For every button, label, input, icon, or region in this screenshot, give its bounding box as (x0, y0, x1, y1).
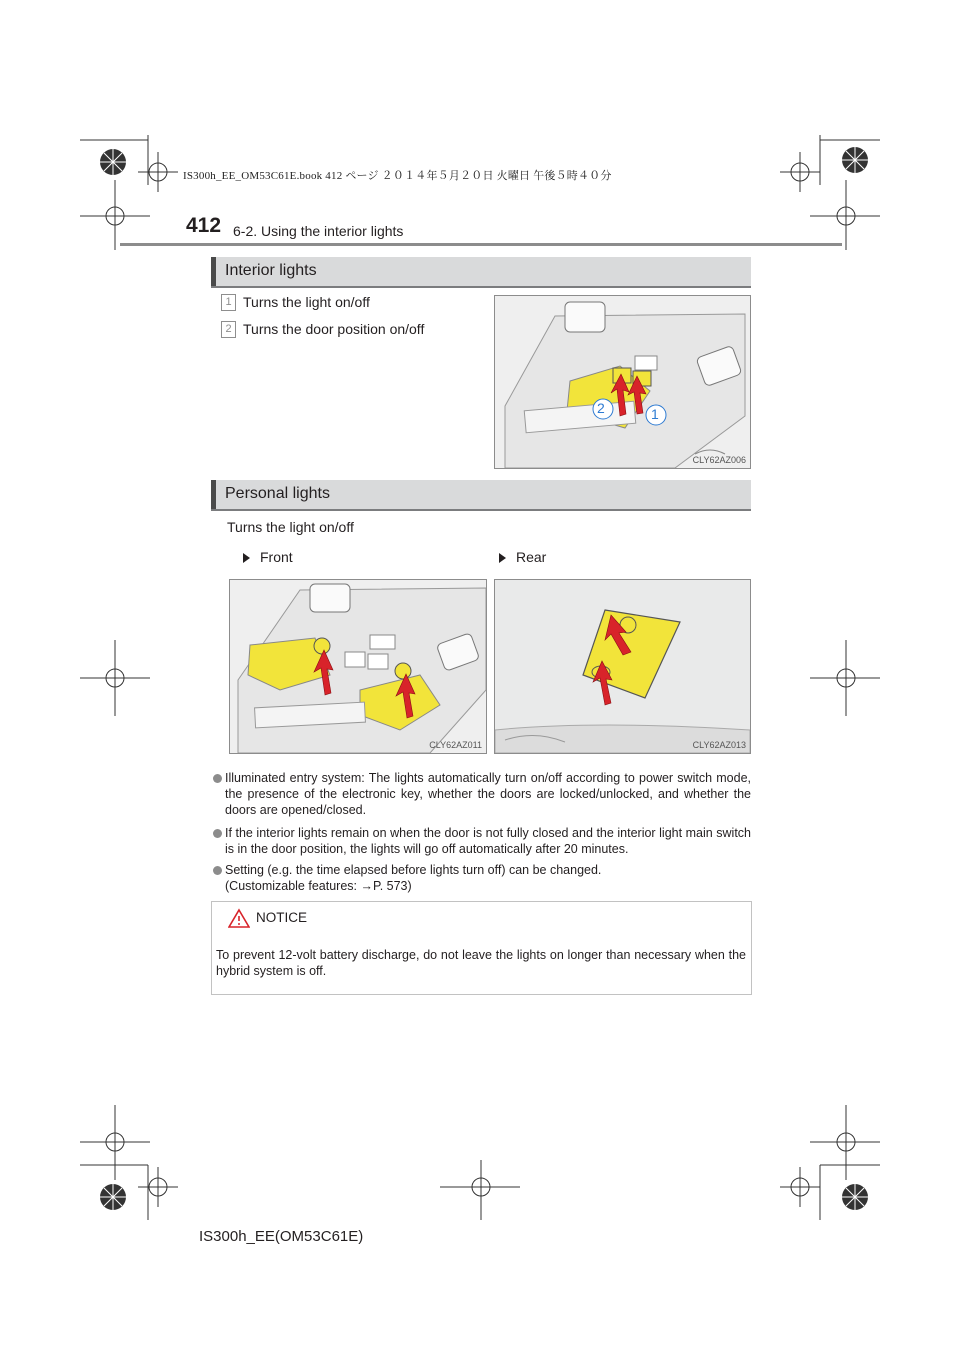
rear-label-text: Rear (516, 549, 547, 565)
note-auto-off (213, 825, 751, 857)
triangle-bullet-icon (499, 553, 506, 563)
notice-heading: NOTICE (256, 910, 308, 925)
front-personal-lights-illustration (229, 579, 487, 754)
front-label-text: Front (260, 549, 293, 565)
interior-lights-title: Interior lights (225, 262, 317, 279)
image-code: CLY62AZ011 (429, 740, 482, 750)
page-number: 412 (186, 214, 222, 237)
callout-1: 1 (651, 406, 659, 422)
rear-label (499, 549, 546, 565)
warning-triangle-icon (228, 908, 250, 928)
bullet-icon (213, 866, 222, 875)
note-reference: (Customizable features: →P. 573) (225, 879, 412, 893)
personal-lights-heading-bar (211, 480, 751, 511)
note-text: Illuminated entry system: The lights automatically turn on/off according to power switch mode, the presence of the electronic key, whether the doors are locked/unlocked, and whether the doors are opened/closed. (225, 771, 751, 817)
item-number-2: 2 (221, 321, 236, 338)
callout-2: 2 (597, 400, 605, 416)
bullet-icon (213, 774, 222, 783)
rear-ceiling-drawing (495, 580, 750, 753)
note-settings (213, 862, 751, 894)
header-rule (120, 243, 842, 246)
triangle-bullet-icon (243, 553, 250, 563)
section-title: 6-2. Using the interior lights (233, 223, 404, 239)
interior-lights-heading-bar (211, 257, 751, 288)
image-code: CLY62AZ013 (692, 740, 746, 750)
notice-body: To prevent 12-volt battery discharge, do not leave the lights on longer than necessary when the hybrid system is off. (216, 948, 746, 978)
front-label (243, 549, 293, 565)
file-info: IS300h_EE_OM53C61E.book 412 ページ ２０１４年５月２０日 火曜日 午後５時４０分 (183, 170, 612, 182)
bullet-icon (213, 829, 222, 838)
note-illuminated-entry (213, 770, 751, 818)
image-code: CLY62AZ006 (692, 455, 746, 465)
notice-box (211, 901, 752, 995)
note-text: Setting (e.g. the time elapsed before lights turn off) can be changed. (225, 863, 602, 877)
heading-accent (211, 480, 216, 509)
item-number-1: 1 (221, 294, 236, 311)
footer-model-code: IS300h_EE(OM53C61E) (199, 1228, 364, 1245)
item-text-1: Turns the light on/off (243, 294, 370, 310)
heading-accent (211, 257, 216, 286)
personal-lights-description: Turns the light on/off (227, 519, 354, 535)
overhead-console-drawing (495, 296, 750, 468)
rear-personal-lights-illustration (494, 579, 751, 754)
front-console-drawing (230, 580, 486, 753)
interior-lights-illustration (494, 295, 751, 469)
note-text: If the interior lights remain on when the door is not fully closed and the interior light main switch is in the door position, the lights will go off automatically after 20 minutes. (225, 826, 751, 856)
item-text-2: Turns the door position on/off (243, 321, 425, 337)
personal-lights-title: Personal lights (225, 485, 330, 502)
